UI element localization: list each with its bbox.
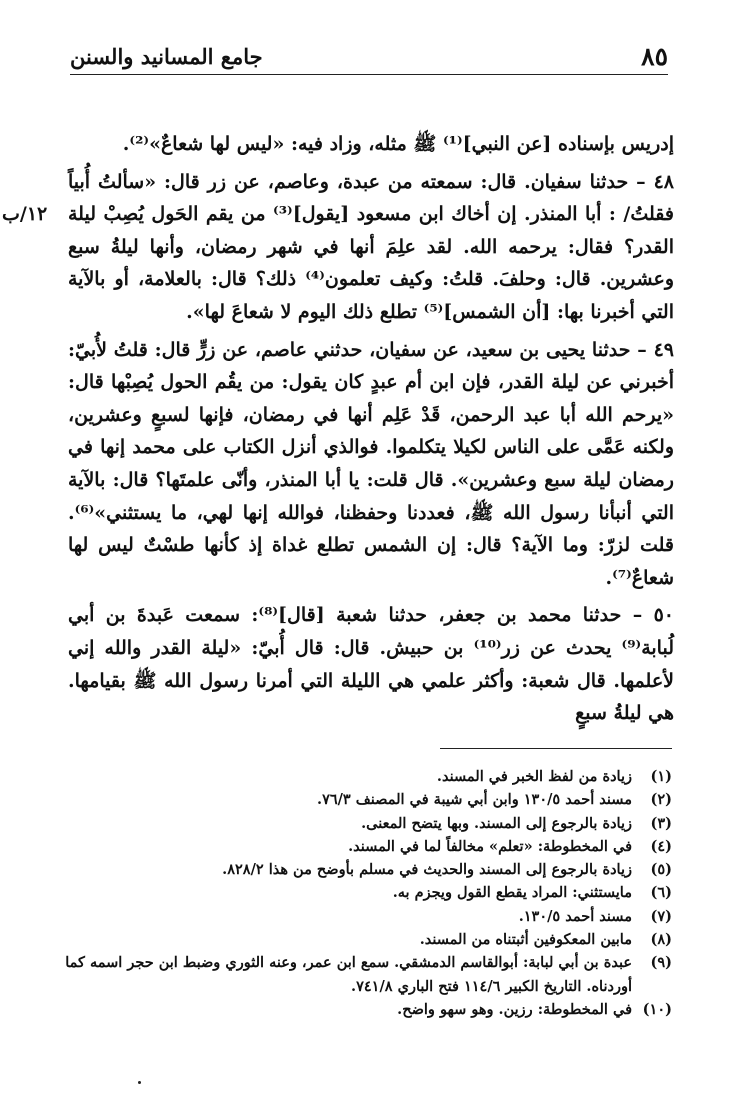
footnote-text: زيادة من لفظ الخبر في المسند. xyxy=(436,768,632,785)
footnote-number: (٥) xyxy=(650,861,672,879)
footnote xyxy=(60,998,672,1021)
footnote-number: (٧) xyxy=(650,907,672,925)
footnote xyxy=(60,951,672,998)
footnote-text: مايستثني: المراد يقطع القول ويجزم به. xyxy=(392,884,632,902)
footnote xyxy=(60,765,672,788)
main-text xyxy=(68,128,674,735)
stray-ink-dot xyxy=(138,1081,141,1084)
footnote-number: (٢) xyxy=(650,791,672,809)
footnote-text: زيادة بالرجوع إلى المسند والحديث في مسلم بأوضح من هذا ٨٢٨/٢. xyxy=(222,861,632,879)
footnote-number: (٩) xyxy=(650,954,672,972)
footnote xyxy=(60,858,672,881)
footnote-number: (١٠) xyxy=(642,1000,672,1018)
footnote-text: مابين المعكوفين أثبتناه من المسند. xyxy=(419,931,632,949)
footnote-text: في المخطوطة: «تعلم» مخالفاً لما في المسند. xyxy=(348,837,632,855)
page-number: ٨٥ xyxy=(641,42,668,71)
footnote-text: مسند أحمد ١٣٠/٥ وابن أبي شيبة في المصنف ٧٦/٣. xyxy=(317,791,632,809)
running-title: جامع المسانيد والسنن xyxy=(70,44,263,69)
footnote-number: (٣) xyxy=(650,814,672,832)
footnote-number: (٨) xyxy=(650,931,672,949)
margin-folio-note: ١٢/ب xyxy=(2,203,48,225)
footnote-separator xyxy=(440,748,672,749)
paragraph: ٥٠ – حدثنا محمد بن جعفر، حدثنا شعبة [قال]⁽⁸⁾: سمعت عَبدةَ بن أبي لُبابة⁽⁹⁾ يحدث عن زر⁽¹⁰⁾ بن حبيش. قال: قال أُبيّ: «ليلة القدر والله إني لأعلمها. قال شعبة: وأكثر علمي هي الليلة التي أمرنا رسول الله ﷺ بقيامها. هي ليلةُ سبعٍ xyxy=(68,604,674,725)
footnote xyxy=(60,928,672,951)
footnote-number: (١) xyxy=(650,768,672,785)
footnote xyxy=(60,835,672,858)
footnote-text: مسند أحمد ١٣٠/٥. xyxy=(518,907,632,925)
footnote-text: زيادة بالرجوع إلى المسند. وبها يتضح المعنى. xyxy=(361,814,632,832)
footnote xyxy=(60,905,672,928)
footnote-number: (٤) xyxy=(650,837,672,855)
footnote-text: عبدة بن أبي لبابة: أبوالقاسم الدمشقي. سمع ابن عمر، وعنه الثوري وضبط ابن حجر اسمه كما أوردناه. التاريخ الكبير ١١٤/٦ فتح الباري ٧٤١/٨. xyxy=(65,954,632,995)
footnotes xyxy=(60,765,672,1021)
footnote xyxy=(60,812,672,835)
paragraph: ٤٨ – حدثنا سفيان. قال: سمعته من عبدة، وعاصم، عن زر قال: «سألتُ أُبياً فقلتُ/ : أبا المنذر. إن أخاك ابن مسعود [يقول]⁽³⁾ من يقم الحَول يُصِبْ ليلة القدر؟ فقال: يرحمه الله. لقد علِمَ أنها في شهر رمضان، وأنها ليلةُ سبع وعشرين. قال: وحلفَ. قلتُ: وكيف تعلمون⁽⁴⁾ ذلك؟ قال: بالعلامة، أو بالآية التي أخبرنا بها: [أن الشمس]⁽⁵⁾ تطلع ذلك اليوم لا شعاعَ لها». xyxy=(68,170,675,323)
page-header xyxy=(70,40,668,74)
footnote-text: في المخطوطة: رزين. وهو سهو واضح. xyxy=(397,1000,632,1018)
paragraph: ٤٩ – حدثنا يحيى بن سعيد، عن سفيان، حدثني عاصم، عن زرٍّ قال: قلتُ لأُبيّ: أخبرني عن ليلة القدر، فإن ابن أم عبدٍ كان يقول: من يقُم الحول يُصِبْها قال: «يرحم الله أبا عبد الرحمن، قَدْ عَلِم أنها في رمضان، فإنها لسبعٍ وعشرين، ولكنه عَمَّى على الناس لكيلا يتكلموا. فوالذي أنزل الكتاب على محمد إنها في رمضان ليلة سبع وعشرين». قال قلت: يا أبا المنذر، وأنّى علمتَها؟ قال: بالآية التي أنبأنا رسول الله ﷺ، فعددنا وحفظنا، فوالله إنها لهي، ما يستثني»⁽⁶⁾. قلت لزرّ: وما الآية؟ قال: إن الشمس تطلع غداة إذ كأنها طسْتٌ ليس لها شعاعٌ⁽⁷⁾. xyxy=(68,338,674,589)
footnote-number: (٦) xyxy=(650,884,672,902)
footnote xyxy=(60,881,672,904)
paragraph: إدريس بإسناده [عن النبي]⁽¹⁾ ﷺ مثله، وزاد فيه: «ليس لها شعاعٌ»⁽²⁾. xyxy=(122,133,674,155)
footnote xyxy=(60,788,672,811)
header-rule xyxy=(70,74,668,75)
